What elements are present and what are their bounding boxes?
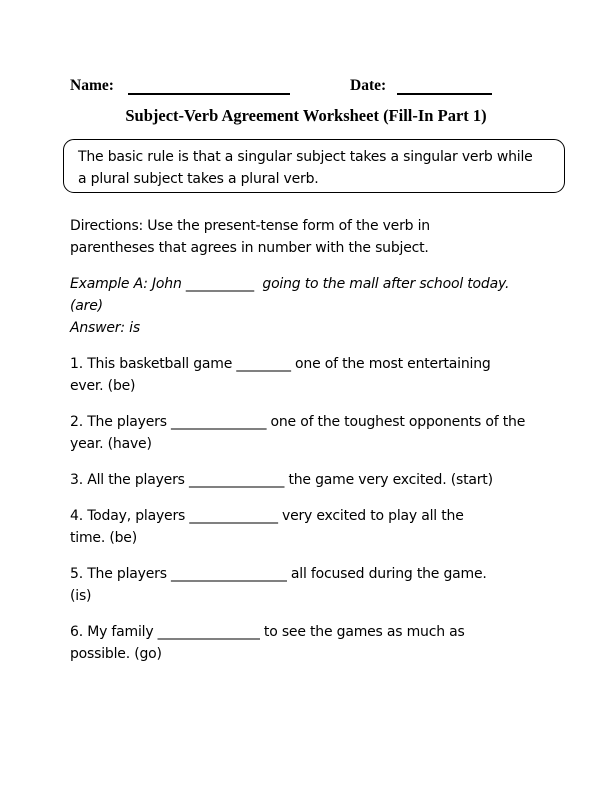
exercise-sentence: 5. The players _________________ all focused during the game. <box>70 566 487 582</box>
date-blank-line <box>397 77 492 95</box>
exercise-sentence: 6. My family _______________ to see the games as much as <box>70 624 465 640</box>
exercise-sentence: ever. (be) <box>70 378 136 394</box>
example-verb-hint: (are) <box>70 298 103 314</box>
name-blank-line <box>128 77 290 95</box>
exercise-item <box>70 353 580 397</box>
exercise-sentence: time. (be) <box>70 530 137 546</box>
exercise-item <box>70 469 580 491</box>
worksheet-title: Subject-Verb Agreement Worksheet (Fill-In Part 1) <box>125 106 487 125</box>
example-block <box>70 273 580 339</box>
example-answer: Answer: is <box>70 320 140 336</box>
exercise-item <box>70 411 580 455</box>
directions-text <box>70 215 580 259</box>
directions-line: parentheses that agrees in number with the subject. <box>70 240 429 256</box>
example-sentence: Example A: John __________ going to the mall after school today. <box>70 276 510 292</box>
exercise-item <box>70 621 580 665</box>
exercise-sentence: possible. (go) <box>70 646 162 662</box>
exercise-item <box>70 563 580 607</box>
exercise-sentence: 3. All the players ______________ the game very excited. (start) <box>70 472 493 488</box>
exercise-sentence: 2. The players ______________ one of the toughest opponents of the <box>70 414 526 430</box>
name-label: Name: <box>70 77 114 94</box>
exercise-sentence: (is) <box>70 588 92 604</box>
rule-box-text: The basic rule is that a singular subject takes a singular verb while <box>78 149 533 165</box>
date-label: Date: <box>350 77 387 94</box>
exercise-sentence: 1. This basketball game ________ one of the most entertaining <box>70 356 491 372</box>
exercise-item <box>70 505 580 549</box>
exercise-sentence: 4. Today, players _____________ very excited to play all the <box>70 508 464 524</box>
worksheet-body <box>70 215 580 679</box>
rule-box <box>63 139 565 193</box>
directions-line: Directions: Use the present-tense form of the verb in <box>70 218 430 234</box>
rule-box-text: a plural subject takes a plural verb. <box>78 171 319 187</box>
exercise-sentence: year. (have) <box>70 436 152 452</box>
